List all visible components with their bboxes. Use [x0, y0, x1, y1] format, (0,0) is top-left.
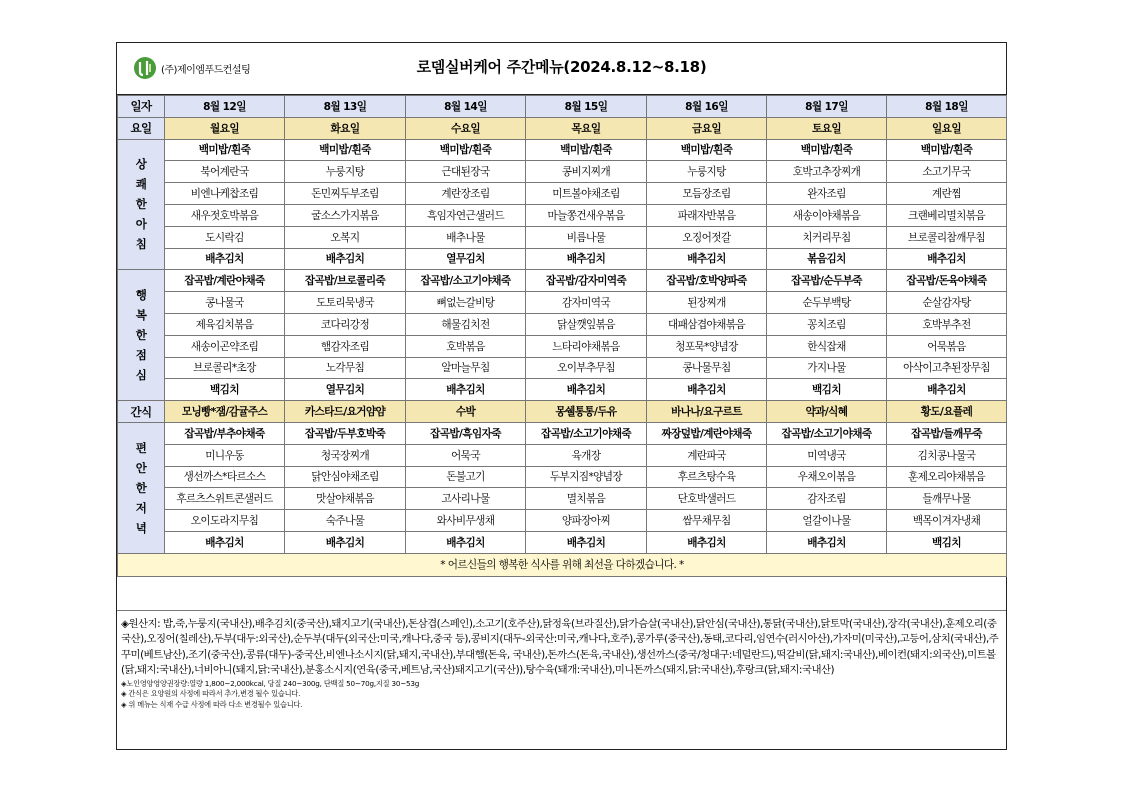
menu-item: 두부지짐*양념장 [526, 466, 647, 488]
menu-item: 백미밥/흰죽 [767, 139, 887, 161]
breakfast-row [118, 204, 1007, 226]
menu-item: 근대된장국 [406, 161, 526, 183]
menu-item: 돈불고기 [406, 466, 526, 488]
menu-item: 비름나물 [526, 226, 647, 248]
dinner-row [118, 488, 1007, 510]
menu-item: 잡곡밥/순두부죽 [767, 270, 887, 292]
menu-item: 백미밥/흰죽 [526, 139, 647, 161]
date-cell: 8월 12일 [165, 96, 285, 118]
dinner-row [118, 531, 1007, 553]
menu-item: 미트볼야채조림 [526, 183, 647, 205]
snack-item: 몽쉘통통/두유 [526, 401, 647, 423]
lunch-row [118, 292, 1007, 314]
menu-item: 콩나물무침 [647, 357, 767, 379]
menu-item: 백목이겨자냉채 [887, 510, 1007, 532]
breakfast-row [118, 183, 1007, 205]
date-label: 일자 [118, 96, 165, 118]
menu-item: 아삭이고추된장무침 [887, 357, 1007, 379]
day-row [118, 117, 1007, 139]
lunch-label [118, 270, 165, 401]
nutrition-note: ◈노인영양영양권장량:열량 1,800~2,000kcal, 당질 240~300g, 단백질 50~70g,지질 30~53g [121, 678, 420, 688]
snack-item: 모닝빵*잼/감귤주스 [165, 401, 285, 423]
lunch-row [118, 357, 1007, 379]
menu-item: 계란파국 [647, 444, 767, 466]
menu-item: 계란찜 [887, 183, 1007, 205]
menu-change-note: ◈ 위 메뉴는 식재 수급 사정에 따라 다소 변경될수 있습니다. [121, 699, 303, 709]
menu-item: 후르츠탕수육 [647, 466, 767, 488]
menu-item: 계란장조림 [406, 183, 526, 205]
menu-item: 완자조림 [767, 183, 887, 205]
origin-info: ◈원산지: 밥,죽,누룽지(국내산),배추김치(중국산),돼지고기(국내산),돈삼겹(스페인),소고기(호주산),닭정육(브라질산),닭가슴살(국내산),닭안심(국내산),통닭(국내산),닭토막(국내산),장각(국내산),훈제오리(중국산),오징어(칠레산),두부(대두:외국산),순두부(대두(외국산:미국,캐나다,중국 등),콩비지(대두-외국산:미국,캐나다,호주),콩가루(중국산),동태,코다리,임연수(러시아산),가자미(미국산),고등어,삼치(국내산),주꾸미(베트남산),조기(중국산),콩류(대두)-중국산,비엔나소시지(닭,돼지,국내산),부대햄(돈육, 국내산),돈까스(돈육,국내산),생선까스(중국/청대구:네덜란드),떡갈비(닭,돼지:국내산),베이컨(돼지:외국산),미트볼(닭,돼지:국내산),너비아니(돼지,닭:국내산),분홍소시지(연육(중국,베트남,국산)돼지고기(국산)),탕수육(돼개:국내산),미니돈까스(돼지,닭:국내산),후랑크(닭,돼지:국내산) [121, 618, 999, 677]
breakfast-label-text: 상쾌한아침 [135, 157, 147, 252]
date-cell: 8월 15일 [526, 96, 647, 118]
day-cell: 수요일 [406, 117, 526, 139]
date-cell: 8월 16일 [647, 96, 767, 118]
menu-item: 대패삼겹야채볶음 [647, 313, 767, 335]
menu-item: 호박볶음 [406, 335, 526, 357]
menu-item: 순두부백탕 [767, 292, 887, 314]
dinner-row [118, 466, 1007, 488]
breakfast-row [118, 248, 1007, 270]
menu-item: 배추김치 [647, 531, 767, 553]
breakfast-row [118, 226, 1007, 248]
menu-item: 코다리강정 [285, 313, 406, 335]
menu-item: 알마늘무침 [406, 357, 526, 379]
breakfast-row [118, 139, 1007, 161]
menu-item: 배추김치 [647, 379, 767, 401]
menu-item: 얼갈이나물 [767, 510, 887, 532]
menu-item: 어묵볶음 [887, 335, 1007, 357]
menu-item: 감자미역국 [526, 292, 647, 314]
menu-item: 치커리무침 [767, 226, 887, 248]
menu-item: 콩나물국 [165, 292, 285, 314]
company-name: (주)제이엠푸드컨설팅 [161, 64, 251, 76]
day-cell: 토요일 [767, 117, 887, 139]
lunch-row [118, 313, 1007, 335]
lunch-row [118, 379, 1007, 401]
menu-item: 느타리야채볶음 [526, 335, 647, 357]
menu-sheet [116, 42, 1007, 750]
menu-item: 브로콜리참깨무침 [887, 226, 1007, 248]
menu-item: 누룽지탕 [647, 161, 767, 183]
menu-item: 누룽지탕 [285, 161, 406, 183]
weekly-menu-table [117, 95, 1007, 577]
day-cell: 금요일 [647, 117, 767, 139]
menu-item: 백미밥/흰죽 [887, 139, 1007, 161]
menu-item: 잡곡밥/소고기야채죽 [526, 422, 647, 444]
snack-item: 바나나/요구르트 [647, 401, 767, 423]
menu-item: 후르츠스위트콘샐러드 [165, 488, 285, 510]
lunch-row [118, 270, 1007, 292]
menu-item: 마늘쫑건새우볶음 [526, 204, 647, 226]
menu-item: 도토리묵냉국 [285, 292, 406, 314]
menu-item: 잡곡밥/흑임자죽 [406, 422, 526, 444]
header [117, 43, 1006, 95]
menu-item: 배추김치 [887, 379, 1007, 401]
menu-item: 배추김치 [406, 531, 526, 553]
menu-item: 배추김치 [526, 248, 647, 270]
menu-item: 새송이야채볶음 [767, 204, 887, 226]
notice-text: * 어르신들의 행복한 식사를 위해 최선을 다하겠습니다. * [118, 553, 1007, 576]
day-label: 요일 [118, 117, 165, 139]
menu-item: 멸치볶음 [526, 488, 647, 510]
menu-item: 백미밥/흰죽 [647, 139, 767, 161]
menu-item: 배추김치 [406, 379, 526, 401]
menu-item: 쌈무채무침 [647, 510, 767, 532]
menu-item: 노각무침 [285, 357, 406, 379]
snack-label: 간식 [118, 401, 165, 423]
menu-item: 호박고추장찌개 [767, 161, 887, 183]
notice-row [118, 553, 1007, 576]
menu-item: 닭안심야채조림 [285, 466, 406, 488]
menu-item: 북어계란국 [165, 161, 285, 183]
menu-item: 우채오이볶음 [767, 466, 887, 488]
menu-item: 배추나물 [406, 226, 526, 248]
menu-item: 백미밥/흰죽 [285, 139, 406, 161]
menu-item: 비엔나케찹조림 [165, 183, 285, 205]
menu-item: 콩비지찌개 [526, 161, 647, 183]
snack-item: 약과/식혜 [767, 401, 887, 423]
menu-item: 배추김치 [887, 248, 1007, 270]
menu-item: 잡곡밥/두부호박죽 [285, 422, 406, 444]
menu-item: 돈민찌두부조림 [285, 183, 406, 205]
menu-item: 청국장찌개 [285, 444, 406, 466]
menu-item: 크랜베리멸치볶음 [887, 204, 1007, 226]
menu-item: 소고기무국 [887, 161, 1007, 183]
menu-item: 호박부추전 [887, 313, 1007, 335]
date-cell: 8월 18일 [887, 96, 1007, 118]
day-cell: 화요일 [285, 117, 406, 139]
menu-item: 뼈없는갈비탕 [406, 292, 526, 314]
menu-item: 모듬장조림 [647, 183, 767, 205]
menu-item: 양파장아찌 [526, 510, 647, 532]
menu-item: 백김치 [767, 379, 887, 401]
menu-item: 백미밥/흰죽 [406, 139, 526, 161]
menu-item: 배추김치 [647, 248, 767, 270]
menu-item: 도시락김 [165, 226, 285, 248]
menu-item: 열무김치 [406, 248, 526, 270]
menu-item: 햄감자조림 [285, 335, 406, 357]
menu-item: 잡곡밥/호박양파죽 [647, 270, 767, 292]
day-cell: 월요일 [165, 117, 285, 139]
menu-item: 맛살야채볶음 [285, 488, 406, 510]
menu-item: 잡곡밥/감자미역죽 [526, 270, 647, 292]
menu-item: 생선까스*타르소스 [165, 466, 285, 488]
footer [117, 610, 1006, 710]
day-cell: 목요일 [526, 117, 647, 139]
snack-item: 카스타드/요거얌얌 [285, 401, 406, 423]
menu-item: 잡곡밥/소고기야채죽 [406, 270, 526, 292]
menu-item: 잡곡밥/부추야채죽 [165, 422, 285, 444]
menu-item: 배추김치 [285, 531, 406, 553]
menu-item: 고사리나물 [406, 488, 526, 510]
menu-item: 배추김치 [767, 531, 887, 553]
page-title: 로뎀실버케어 주간메뉴(2024.8.12~8.18) [416, 58, 707, 76]
menu-item: 새우젓호박볶음 [165, 204, 285, 226]
menu-item: 제육김치볶음 [165, 313, 285, 335]
menu-item: 오이도라지무침 [165, 510, 285, 532]
breakfast-row [118, 161, 1007, 183]
menu-item: 숙주나물 [285, 510, 406, 532]
dinner-row [118, 422, 1007, 444]
menu-item: 오복지 [285, 226, 406, 248]
menu-item: 새송이곤약조림 [165, 335, 285, 357]
menu-item: 김치콩나물국 [887, 444, 1007, 466]
date-row [118, 96, 1007, 118]
menu-item: 꽁치조림 [767, 313, 887, 335]
menu-item: 백김치 [165, 379, 285, 401]
menu-item: 열무김치 [285, 379, 406, 401]
menu-item: 와사비무생채 [406, 510, 526, 532]
menu-item: 배추김치 [526, 531, 647, 553]
menu-item: 오징어젓갈 [647, 226, 767, 248]
menu-item: 순살감자탕 [887, 292, 1007, 314]
menu-item: 파래자반볶음 [647, 204, 767, 226]
lunch-label-text: 행복한점심 [135, 288, 147, 383]
menu-item: 백미밥/흰죽 [165, 139, 285, 161]
menu-item: 가지나물 [767, 357, 887, 379]
snack-row [118, 401, 1007, 423]
menu-item: 흑임자연근샐러드 [406, 204, 526, 226]
menu-item: 잡곡밥/계란야채죽 [165, 270, 285, 292]
menu-item: 오이부추무침 [526, 357, 647, 379]
snack-item: 황도/요플레 [887, 401, 1007, 423]
menu-item: 배추김치 [285, 248, 406, 270]
menu-item: 잡곡밥/소고기야채죽 [767, 422, 887, 444]
dinner-label [118, 422, 165, 553]
menu-item: 미역냉국 [767, 444, 887, 466]
menu-item: 잡곡밥/브로콜리죽 [285, 270, 406, 292]
menu-item: 잡곡밥/돈육야채죽 [887, 270, 1007, 292]
lunch-row [118, 335, 1007, 357]
menu-item: 배추김치 [165, 248, 285, 270]
menu-item: 육개장 [526, 444, 647, 466]
menu-item: 볶음김치 [767, 248, 887, 270]
date-cell: 8월 14일 [406, 96, 526, 118]
menu-item: 감자조림 [767, 488, 887, 510]
snack-item: 수박 [406, 401, 526, 423]
dinner-row [118, 510, 1007, 532]
menu-item: 된장찌개 [647, 292, 767, 314]
dinner-label-text: 편안한저녁 [135, 440, 147, 535]
menu-item: 훈제오리야채볶음 [887, 466, 1007, 488]
menu-item: 백김치 [887, 531, 1007, 553]
menu-item: 배추김치 [526, 379, 647, 401]
menu-item: 브로콜리*초장 [165, 357, 285, 379]
date-cell: 8월 17일 [767, 96, 887, 118]
menu-item: 어묵국 [406, 444, 526, 466]
menu-item: 한식잡채 [767, 335, 887, 357]
dinner-row [118, 444, 1007, 466]
menu-item: 잡곡밥/들깨무죽 [887, 422, 1007, 444]
menu-item: 들깨무나물 [887, 488, 1007, 510]
menu-item: 굴소스가지볶음 [285, 204, 406, 226]
breakfast-label [118, 139, 165, 270]
menu-item: 미니우동 [165, 444, 285, 466]
menu-item: 청포묵*양념장 [647, 335, 767, 357]
menu-item: 배추김치 [165, 531, 285, 553]
menu-item: 해물김치전 [406, 313, 526, 335]
menu-item: 짜장덮밥/계란야채죽 [647, 422, 767, 444]
day-cell: 일요일 [887, 117, 1007, 139]
snack-note: ◈ 간식은 요양원의 사정에 따라서 추가,변경 될수 있습니다. [121, 689, 301, 699]
menu-item: 닭살깻잎볶음 [526, 313, 647, 335]
date-cell: 8월 13일 [285, 96, 406, 118]
menu-item: 단호박샐러드 [647, 488, 767, 510]
